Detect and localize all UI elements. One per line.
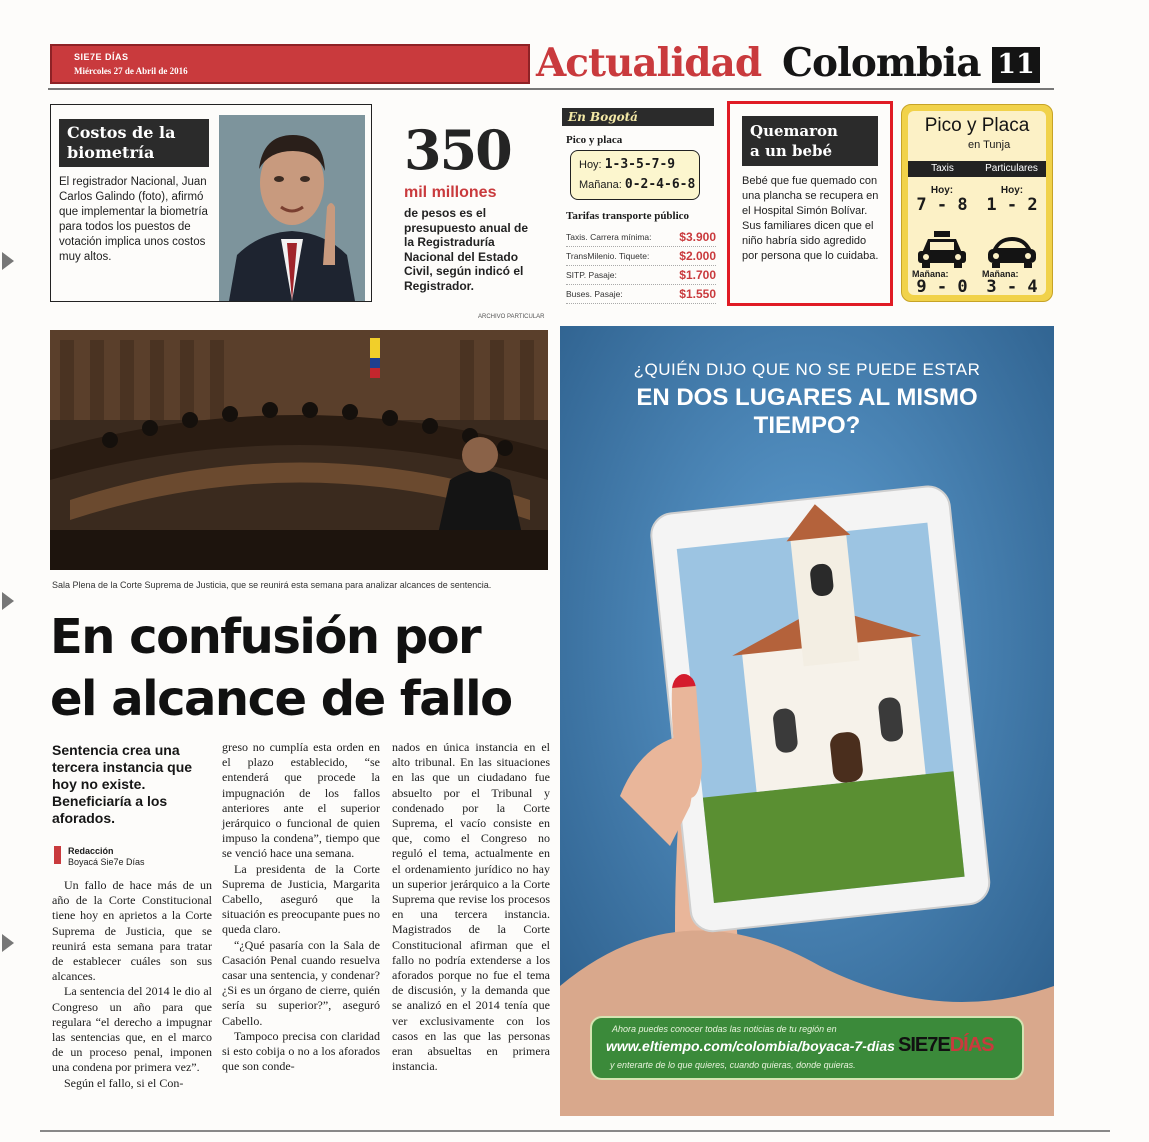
article-column-3 xyxy=(392,740,550,1074)
quemaron-body: Bebé que fue quemado con una plancha se recupera en el Hospital Simón Bolívar. Sus familiares dicen que el niño habría sido agredido por persona que lo cuidaba. xyxy=(742,175,879,262)
photo-caption: Sala Plena de la Corte Suprema de Justicia, que se reunirá esta semana para analizar alcances de sentencia. xyxy=(52,580,492,590)
stat-number: 350 xyxy=(404,118,511,182)
stat-body: de pesos es el presupuesto anual de la Registraduría Nacional del Estado Civil, según indicó el Registrador. xyxy=(404,206,529,293)
advertisement[interactable] xyxy=(560,326,1054,1116)
page-number: 11 xyxy=(992,47,1040,83)
tarifa-row xyxy=(566,285,716,304)
tunja-taxis-column xyxy=(908,177,976,295)
costos-biometria-box xyxy=(50,104,372,302)
photo-credit: ARCHIVO PARTICULAR xyxy=(478,314,545,320)
tarifa-label: SITP. Pasaje: xyxy=(566,270,617,280)
stat-unit: mil millones xyxy=(404,184,497,201)
article-headline xyxy=(50,606,550,730)
paragraph: Según el fallo, si el Con- xyxy=(64,1075,184,1090)
tarifa-row xyxy=(566,247,716,266)
ad-cta-line1: Ahora puedes conocer todas las noticias de tu región en xyxy=(612,1024,837,1034)
tunja-col-taxis: Taxis xyxy=(931,163,954,174)
taxis-hoy-value: 7 - 8 xyxy=(916,195,968,215)
ad-url-link[interactable]: www.eltiempo.com/colombia/boyaca-7-dias xyxy=(606,1038,895,1054)
costos-title xyxy=(59,119,209,167)
bogota-pico-placa-label: Pico y placa xyxy=(566,134,623,146)
bottom-divider xyxy=(40,1130,1110,1132)
paragraph: nados en única instancia en el alto tribunal. En las situaciones en las que un ciudadano fue absuelto por el Tribunal y condenado por la Corte Suprema, el vacío consiste en que, como el Congreso no reguló el tema, actualmente en el ordenamiento jurídico no hay un superior jerárquico a la Corte Suprema que revise los procesos en una tercera instancia. Magistrados de la Corte Constitucional afirman que el fallo no podría extenderse a los aforados porque no fue el tema de discusión, y la demanda que se analizó en el 2014 tenía que ver exclusivamente con los casos en las que las personas eran absueltas en primera instancia. xyxy=(392,740,550,1074)
byline-marker xyxy=(54,846,61,864)
article-column-2 xyxy=(222,740,380,1074)
tarifa-label: TransMilenio. Tiquete: xyxy=(566,251,650,261)
car-icon xyxy=(986,229,1038,269)
byline-title: Redacción xyxy=(68,846,114,856)
bogota-hoy-label: Hoy: xyxy=(579,159,602,171)
quemaron-title-line1: Quemaron xyxy=(750,122,838,140)
tarifa-row xyxy=(566,228,716,247)
ad-artwork xyxy=(560,326,1054,1116)
registrador-photo xyxy=(219,115,365,301)
ad-question-line1: ¿QUIÉN DIJO QUE NO SE PUEDE ESTAR xyxy=(633,360,981,379)
bogota-manana-label: Mañana: xyxy=(579,179,622,191)
tarifas-title: Tarifas transporte público xyxy=(566,210,690,222)
tarifa-label: Buses. Pasaje: xyxy=(566,289,623,299)
tarifa-price: $2.000 xyxy=(679,249,716,263)
headline-line2: el alcance de fallo xyxy=(50,671,512,727)
article-column-1 xyxy=(52,878,212,1091)
paragraph: La presidenta de la Corte Suprema de Justicia, Margarita Cabello, aseguró que la situación es preocupante pues no queda claro. xyxy=(222,861,380,937)
pico-placa-tunja xyxy=(901,104,1053,302)
taxi-icon xyxy=(916,229,968,269)
tarifa-price: $3.900 xyxy=(679,230,716,244)
ad-cta-line3: y enterarte de lo que quieres, cuando quieras, donde quieras. xyxy=(610,1060,856,1070)
costos-body: El registrador Nacional, Juan Carlos Galindo (foto), afirmó que implementar la biometría para todos los puestos de votación implica unos costos muy altos. xyxy=(59,176,208,263)
tunja-title: Pico y Placa xyxy=(924,115,1030,136)
quemaron-title-line2: a un bebé xyxy=(750,142,833,160)
taxis-manana-label: Mañana: xyxy=(912,269,949,279)
paragraph: Tampoco precisa con claridad si esto cobija o no a los aforados que son conde- xyxy=(222,1028,380,1074)
particulares-manana-label: Mañana: xyxy=(982,269,1019,279)
particulares-hoy-label: Hoy: xyxy=(1000,185,1024,196)
tarifa-label: Taxis. Carrera mínima: xyxy=(566,232,652,242)
tunja-subtitle: en Tunja xyxy=(968,139,1011,151)
section-header-band xyxy=(50,44,530,84)
bogota-pico-placa-box xyxy=(570,150,700,200)
tarifa-price: $1.550 xyxy=(679,287,716,301)
page-edge-arrow-icon xyxy=(2,934,14,952)
tunja-header xyxy=(908,161,1046,177)
ad-cta-band[interactable] xyxy=(590,1016,1024,1080)
ad-question-line2: EN DOS LUGARES AL MISMO TIEMPO? xyxy=(636,384,978,439)
quemaron-box[interactable] xyxy=(727,101,893,306)
bogota-manana-row xyxy=(579,175,696,195)
article-deck: Sentencia crea una tercera instancia que hoy no existe. Beneficiaría a los aforados. xyxy=(52,742,193,826)
edition-date: Miércoles 27 de Abril de 2016 xyxy=(74,66,188,76)
bogota-hoy-row xyxy=(579,155,691,175)
page-edge-arrow-icon xyxy=(2,592,14,610)
tarifas-list xyxy=(566,228,716,304)
section-title: Actualidad xyxy=(536,40,762,86)
particulares-manana-value: 3 - 4 xyxy=(986,277,1038,297)
taxis-hoy-label: Hoy: xyxy=(930,185,954,196)
logo-part-red: DÍAS xyxy=(949,1034,994,1056)
tunja-col-particulares: Particulares xyxy=(985,163,1038,174)
logo-part-black: SIE7E xyxy=(898,1034,950,1056)
paragraph: “¿Qué pasaría con la Sala de Casación Penal cuando resuelva casar una sentencia, y condenar? ¿Si es un órgano de cierre, quién sería su superior?”, aseguró Cabello. xyxy=(222,937,380,1028)
tarifa-row xyxy=(566,266,716,285)
tarifa-price: $1.700 xyxy=(679,268,716,282)
page-edge-arrow-icon xyxy=(2,252,14,270)
brand-name: SIE7E DÍAS xyxy=(74,52,129,62)
paragraph: Un fallo de hace más de un año de la Corte Constitucional tiene hoy en aprietos a la Corte Suprema de Justicia, que se reunirá esta semana para tratar de establecer cuáles son sus alcances. xyxy=(52,878,212,984)
bogota-manana-value: 0-2-4-6-8 xyxy=(624,177,696,192)
quemaron-title xyxy=(742,116,878,166)
tunja-panel xyxy=(908,111,1046,295)
header-divider xyxy=(48,88,1054,90)
paragraph: La sentencia del 2014 le dio al Congreso un año para que regulara “el derecho a impugnar las sentencias que, en el marco de un proceso penal, imponen una condena por primera vez”. xyxy=(52,984,212,1075)
particulares-hoy-value: 1 - 2 xyxy=(986,195,1038,215)
costos-title-line2: biometría xyxy=(67,143,155,162)
paragraph: greso no cumplía esta orden en el plazo establecido, “se entenderá que procede la impugnación de los fallos anteriores ante el superior jerárquico o funcional de quien impuso la condena”, tiempo que se venció hace una semana. xyxy=(222,740,380,861)
byline-source: Boyacá Sie7e Días xyxy=(68,857,145,867)
region-title: Colombia xyxy=(782,40,981,86)
sie7e-dias-logo xyxy=(898,1034,994,1057)
corte-suprema-photo xyxy=(50,330,548,570)
costos-title-line1: Costos de la xyxy=(67,123,176,142)
bogota-title: En Bogotá xyxy=(562,108,714,126)
taxis-manana-value: 9 - 0 xyxy=(916,277,968,297)
bogota-hoy-value: 1-3-5-7-9 xyxy=(604,157,676,172)
tunja-particulares-column xyxy=(978,177,1046,295)
headline-line1: En confusión por xyxy=(50,609,481,665)
